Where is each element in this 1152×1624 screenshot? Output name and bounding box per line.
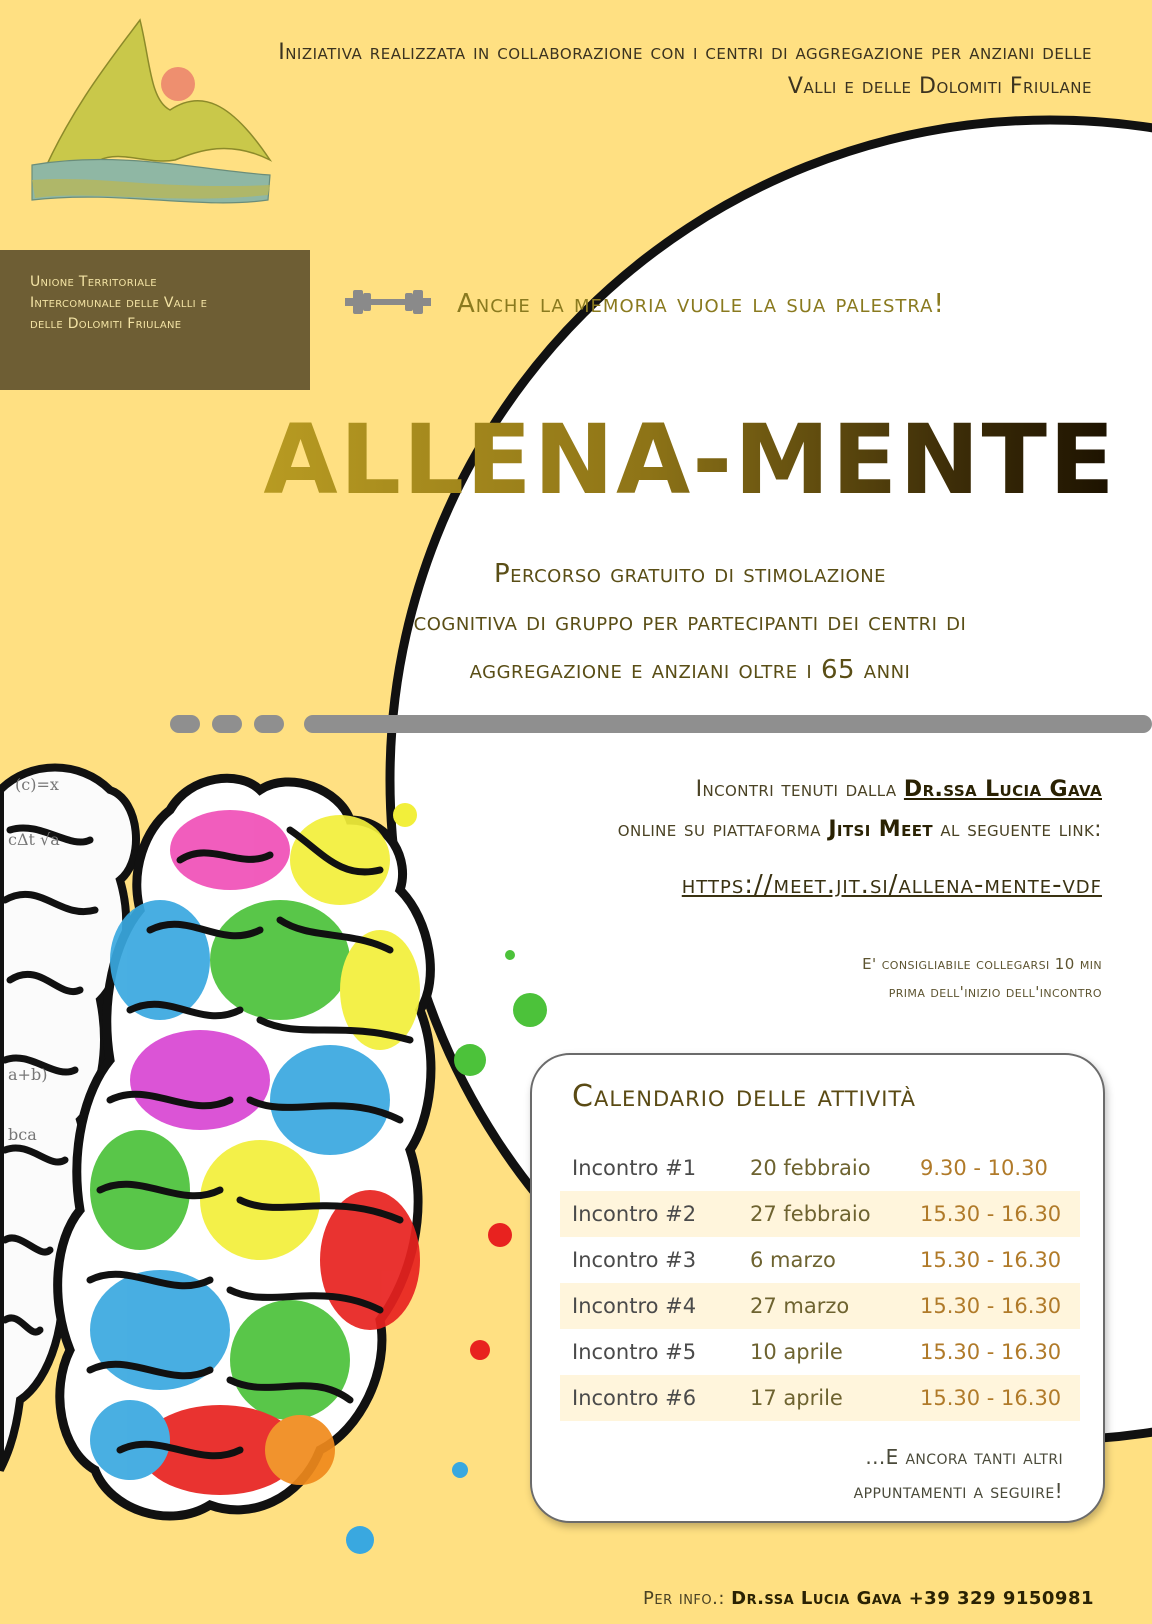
svg-text:cΔt √a: cΔt √a (8, 830, 60, 849)
session-time: 15.30 - 16.30 (920, 1248, 1062, 1272)
calendar-row (560, 1375, 1080, 1421)
session-date: 17 aprile (750, 1386, 843, 1410)
calendar-row (560, 1191, 1080, 1237)
calendar-row (560, 1145, 1080, 1191)
subtitle-line-1: Percorso gratuito di stimolazione (493, 559, 887, 589)
divider (170, 715, 1152, 733)
main-title: ALLENA-MENTE (260, 400, 1120, 520)
org-name: Unione Territoriale Intercomunale delle Valli e delle Dolomiti Friulane (30, 274, 208, 332)
host-line-2 (342, 810, 1102, 850)
calendar-row (560, 1237, 1080, 1283)
session-date: 27 marzo (750, 1294, 850, 1318)
session-date: 10 aprile (750, 1340, 843, 1364)
activity-calendar (530, 1053, 1105, 1523)
session-time: 15.30 - 16.30 (920, 1202, 1062, 1226)
footer-contact-details: Dr.ssa Lucia Gava +39 329 9150981 (731, 1588, 1094, 1609)
host-info (342, 770, 1102, 850)
more-line-1: ...E ancora tanti altri (865, 1445, 1063, 1469)
host-line-1 (342, 770, 1102, 810)
session-date: 6 marzo (750, 1248, 836, 1272)
advice-line-1: E' consigliabile collegarsi 10 min (862, 955, 1102, 973)
session-label: Incontro #3 (572, 1248, 697, 1272)
svg-text:a+b): a+b) (8, 1065, 48, 1084)
session-label: Incontro #4 (572, 1294, 697, 1318)
advice-line-2: prima dell'inizio dell'incontro (888, 983, 1102, 1001)
calendar-table (560, 1145, 1080, 1421)
more-line-2: appuntamenti a seguire! (853, 1479, 1063, 1503)
subtitle (250, 550, 1130, 694)
slogan-row (345, 284, 1105, 324)
collaboration-credit: Iniziativa realizzata in collaborazione con i centri di aggregazione per anziani delle Valli e delle Dolomiti Friulane (278, 40, 1092, 99)
session-date: 20 febbraio (750, 1156, 871, 1180)
session-label: Incontro #6 (572, 1386, 697, 1410)
mountain-logo (32, 20, 270, 203)
session-date: 27 febbraio (750, 1202, 871, 1226)
slogan: Anche la memoria vuole la sua palestra! (457, 289, 945, 319)
subtitle-line-2: cognitiva di gruppo per partecipanti dei centri di (413, 607, 967, 637)
more-sessions-note (663, 1440, 1063, 1508)
host-prefix: Incontri tenuti dalla (695, 777, 904, 802)
platform-prefix: online su piattaforma (617, 817, 829, 842)
svg-text:bca: bca (8, 1125, 37, 1144)
platform-name: Jitsi Meet (828, 817, 933, 842)
footer-contact (643, 1588, 1094, 1609)
session-label: Incontro #1 (572, 1156, 697, 1180)
session-time: 15.30 - 16.30 (920, 1294, 1062, 1318)
calendar-title: Calendario delle attività (572, 1079, 916, 1114)
platform-suffix: al seguente link: (933, 817, 1102, 842)
calendar-row (560, 1283, 1080, 1329)
meet-link[interactable]: https://meet.jit.si/allena-mente-vdf (681, 870, 1102, 900)
host-name: Dr.ssa Lucia Gava (903, 777, 1102, 802)
footer-prefix: Per info.: (643, 1588, 732, 1609)
session-time: 15.30 - 16.30 (920, 1386, 1062, 1410)
dumbbell-icon (345, 287, 431, 321)
calendar-row (560, 1329, 1080, 1375)
session-time: 15.30 - 16.30 (920, 1340, 1062, 1364)
session-label: Incontro #5 (572, 1340, 697, 1364)
session-label: Incontro #2 (572, 1202, 697, 1226)
svg-text:(c)=x: (c)=x (15, 775, 59, 794)
connection-advice (502, 950, 1102, 1006)
subtitle-line-3: aggregazione e anziani oltre i 65 anni (469, 655, 911, 685)
session-time: 9.30 - 10.30 (920, 1156, 1048, 1180)
